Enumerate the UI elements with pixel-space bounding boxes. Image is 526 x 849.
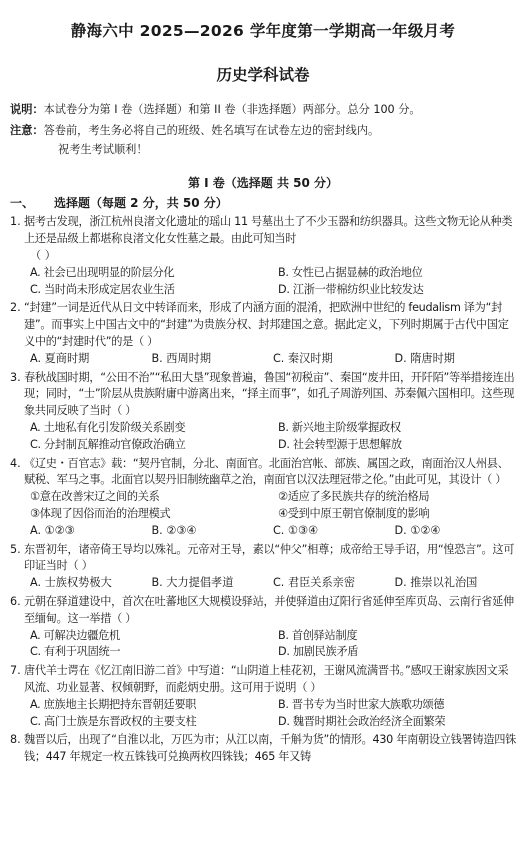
wish-text: 祝考生考试顺利！ [58,142,148,156]
options-row [10,523,516,540]
part-header [10,194,516,212]
question-text: 魏晋以后，出现了“自淮以北，万匹为市；从江以南，千斛为货”的情形。430 年南朝设立钱署铸造四铢钱；447 年规定一枚五铢钱可兑换两枚四铢钱；465 年又铸 [24,733,516,764]
option-a: A. 庶族地主长期把持东晋朝廷要职 [30,697,197,711]
option-a: A. 社会已出现明显的阶层分化 [30,265,175,279]
option-b: B. 西周时期 [151,351,212,365]
attention-text: 答卷前，考生务必将自己的班级、姓名填写在试卷左边的密封线内。 [43,123,380,137]
statement-1: ①意在改善宋辽之间的关系 [30,490,160,504]
question-text: 唐代羊士谔在《忆江南旧游二首》中写道：“山阴道上桂花初，王谢风流满晋书。”感叹王谢家族因文采风流、功业显著、权倾朝野，而彪炳史册。这可用于说明（ ） [24,664,509,694]
question-number: 6. [10,594,21,608]
question-number: 7. [10,664,21,678]
option-a: A. ①②③ [30,523,75,537]
explain-text: 本试卷分为第 I 卷（选择题）和第 II 卷（非选择题）两部分。总分 100 分。 [43,103,421,116]
part-number: 一、 [10,196,35,211]
option-c: C. 当时尚未形成定居农业生活 [30,282,175,296]
option-b: B. ②③④ [151,523,197,537]
option-c: C. ①③④ [273,523,319,537]
option-a: A. 土地私有化引发阶级关系剧变 [30,420,186,434]
option-d: D. 社会转型源于思想解放 [278,437,402,451]
part-title: 选择题（每题 2 分，共 50 分） [54,196,228,211]
question-number: 5. [10,542,21,556]
option-b: B. 大力提倡孝道 [151,576,234,590]
options-grid [10,628,516,662]
question-item [10,370,516,420]
statement-4: ④受到中原王朝官僚制度的影响 [278,506,430,520]
option-d: D. 加剧民族矛盾 [278,645,359,659]
option-d: D. ①②④ [394,523,441,537]
statements-grid [10,489,516,523]
option-d: D. 推崇以礼治国 [394,576,478,590]
options-grid [10,265,516,299]
section-title: 第 I 卷（选择题 共 50 分） [187,176,339,191]
explain-label: 说明： [10,103,44,116]
options-grid [10,697,516,731]
question-text: 东晋初年，诸帝倚王导均以殊礼。元帝对王导，素以“仲父”相尊；成帝给王导手诏，用“惶恐言”。这可印证当时（ ） [24,542,515,573]
option-b: B. 晋书专为当时世家大族歌功颂德 [278,697,445,711]
question-number: 1. [10,215,21,229]
options-row [10,575,516,592]
question-text: 春秋战国时期，“公田不治”“私田大垦”现象普遍，鲁国“初税亩”、秦国“废井田，开阡陌”等举措接连出现；同时，“士”阶层从贵族附庸中游离出来，“择主而事”，如孔子周游列国、苏秦佩六国相印。这些现象共同反映了当时（ ） [24,370,515,418]
options-row [10,351,516,368]
option-a: A. 士族权势极大 [30,576,112,590]
option-c: C. 秦汉时期 [273,351,333,365]
question-item [10,542,516,576]
question-item [10,594,516,628]
option-b: B. 女性已占据显赫的政治地位 [278,265,423,279]
option-c: C. 有利于巩固统一 [30,645,121,659]
option-c: C. 高门士族是东晋政权的主要支柱 [30,714,197,728]
question-item [10,732,516,766]
explain-note [10,102,516,119]
option-b: B. 新兴地主阶级掌握政权 [278,420,401,434]
subject-title: 历史学科试卷 [216,66,310,84]
statement-3: ③体现了因俗而治的治理模式 [30,506,171,520]
question-number: 3. [10,370,21,384]
option-d: D. 江浙一带棉纺织业比较发达 [278,282,424,296]
answer-blank: （ ） [30,248,56,262]
option-d: D. 魏晋时期社会政治经济全面繁荣 [278,714,446,728]
question-number: 4. [10,456,21,470]
question-text: 元朝在驿道建设中，首次在吐蕃地区大规模设驿站，并使驿道由辽阳行省延伸至库页岛、云南行省延伸至缅甸。这一举措（ ） [24,594,514,625]
option-a: A. 夏商时期 [30,351,90,365]
attention-note [10,123,516,140]
question-text: 据考古发现，浙江杭州良渚文化遗址的瑶山 11 号墓出土了不少玉器和纺织器具。这些文物无论从种类上还是品级上都堪称良渚文化女性墓之最。由此可知当时 [24,215,513,246]
option-c: C. 分封制瓦解推动官僚政治确立 [30,437,186,451]
question-item [10,214,516,248]
option-b: B. 首创驿站制度 [278,628,358,642]
question-item [10,300,516,350]
question-text: “封建”一词是近代从日文中转译而来，形成了内涵方面的混淆，把欧洲中世纪的 feudalism 译为“封建”。而事实上中国古文中的“封建”为贵族分权、封邦建国之意。据此定义，下列时期属于古代中国定义中的“封建时代”的是（ ） [24,301,509,348]
option-c: C. 君臣关系亲密 [273,576,356,590]
question-text: 《辽史・百官志》载：“契丹官制，分北、南面官。北面治宫帐、部族、属国之政，南面治汉人州县、赋税、军马之事。北面官以契丹旧制统幽草之治，南面官以汉法理冠带之伦。”由此可见，其设计（ ） [24,456,509,487]
question-number: 8. [10,733,21,747]
statement-2: ②适应了多民族共存的统治格局 [278,490,430,504]
options-grid [10,420,516,454]
exam-title: 静海六中 2025—2026 学年度第一学期高一年级月考 [70,22,456,40]
option-d: D. 隋唐时期 [394,351,455,365]
question-item [10,456,516,490]
question-item [10,663,516,697]
attention-label: 注意： [10,123,44,137]
option-a: A. 可解决边疆危机 [30,628,120,642]
question-number: 2. [10,301,21,315]
